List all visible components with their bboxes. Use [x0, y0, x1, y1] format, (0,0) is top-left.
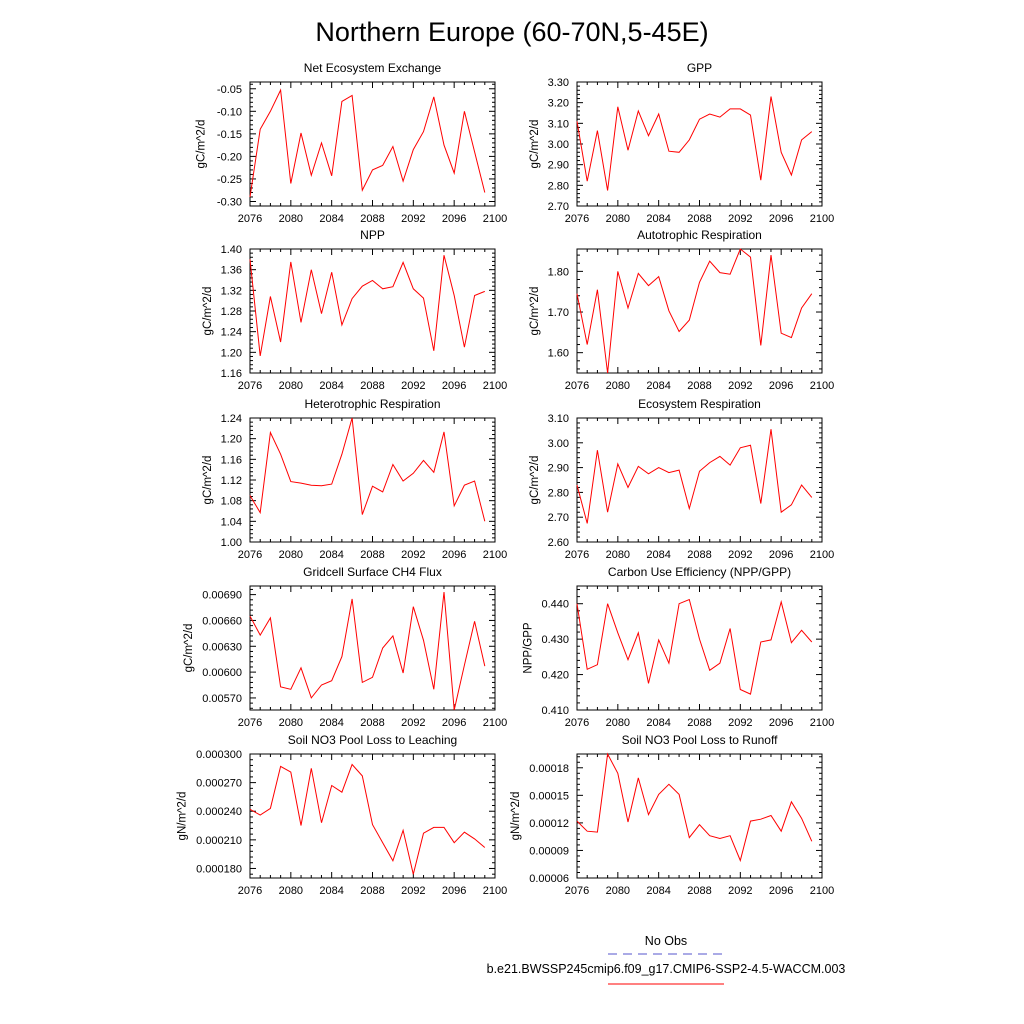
plot-frame: [250, 754, 495, 878]
x-tick-label: 2092: [728, 885, 753, 897]
chart-panel: [202, 397, 507, 561]
y-tick-label: 1.00: [220, 537, 242, 549]
x-tick-label: 2080: [278, 717, 304, 729]
x-tick-label: 2084: [319, 380, 344, 392]
chart-panel: [523, 565, 835, 729]
chart-title: NPP: [360, 228, 385, 242]
y-tick-label: 3.30: [547, 77, 569, 89]
chart-panel: [529, 397, 834, 561]
x-tick-label: 2100: [809, 885, 835, 897]
x-tick-label: 2080: [278, 380, 304, 392]
y-tick-label: 2.70: [547, 201, 569, 213]
x-tick-label: 2088: [360, 549, 385, 561]
x-tick-label: 2100: [482, 380, 508, 392]
y-tick-label: 1.16: [220, 454, 242, 467]
chart-title: Soil NO3 Pool Loss to Runoff: [621, 733, 778, 747]
x-tick-label: 2092: [401, 885, 426, 897]
x-tick-label: 2100: [482, 885, 508, 897]
y-tick-label: 3.20: [547, 97, 569, 110]
y-tick-label: 1.20: [220, 347, 242, 360]
chart-panel: [196, 61, 508, 225]
y-tick-label: 0.00660: [202, 615, 242, 628]
chart-title: Autotrophic Respiration: [637, 228, 762, 242]
y-axis-label: gC/m^2/d: [528, 286, 541, 336]
x-tick-label: 2084: [319, 717, 344, 729]
y-tick-label: 2.90: [547, 462, 569, 475]
x-tick-label: 2100: [809, 717, 835, 729]
x-tick-label: 2096: [441, 549, 467, 561]
y-tick-label: 1.28: [220, 306, 242, 318]
y-axis-label: gC/m^2/d: [201, 286, 214, 336]
y-axis-label: gC/m^2/d: [528, 119, 541, 169]
x-tick-label: 2080: [605, 213, 631, 225]
y-tick-label: 1.16: [220, 368, 242, 380]
y-axis-label: gC/m^2/d: [528, 455, 541, 505]
y-tick-label: 0.000300: [196, 749, 242, 761]
y-tick-label: 2.80: [547, 487, 569, 500]
x-tick-label: 2076: [564, 549, 590, 561]
x-tick-label: 2076: [564, 213, 590, 225]
series-line: [577, 754, 812, 861]
x-tick-label: 2092: [401, 717, 426, 729]
chart-panel: [202, 228, 507, 392]
y-tick-label: -0.10: [216, 106, 242, 119]
plot-frame: [250, 418, 495, 542]
x-tick-label: 2096: [441, 717, 467, 729]
x-tick-label: 2084: [319, 885, 344, 897]
y-tick-label: 2.70: [547, 512, 569, 525]
x-tick-label: 2100: [482, 549, 508, 561]
x-tick-label: 2084: [319, 213, 344, 225]
y-tick-label: 0.000180: [196, 863, 242, 876]
chart-title: Heterotrophic Respiration: [304, 397, 441, 411]
y-tick-label: 1.24: [220, 413, 242, 425]
y-tick-label: 1.36: [220, 264, 242, 277]
x-tick-label: 2096: [768, 380, 794, 392]
y-tick-label: 0.00009: [529, 845, 569, 858]
x-tick-label: 2096: [441, 213, 467, 225]
y-tick-label: 0.00690: [202, 589, 242, 602]
chart-title: Carbon Use Efficiency (NPP/GPP): [607, 565, 792, 579]
y-axis-label: gC/m^2/d: [201, 455, 214, 505]
series-line: [250, 418, 485, 521]
y-tick-label: 0.000210: [196, 834, 242, 847]
figure-title: Northern Europe (60-70N,5-45E): [315, 17, 709, 47]
x-tick-label: 2080: [605, 717, 631, 729]
y-tick-label: 1.32: [220, 285, 242, 298]
x-tick-label: 2080: [605, 549, 631, 561]
y-tick-label: -0.30: [216, 196, 242, 209]
y-tick-label: 0.00006: [529, 873, 569, 885]
x-tick-label: 2092: [401, 549, 426, 561]
x-tick-label: 2096: [768, 213, 794, 225]
chart-title: Ecosystem Respiration: [638, 397, 761, 411]
y-tick-label: 1.12: [220, 475, 242, 487]
x-tick-label: 2096: [768, 885, 794, 897]
x-tick-label: 2088: [360, 380, 385, 392]
x-tick-label: 2092: [728, 213, 753, 225]
chart-title: Gridcell Surface CH4 Flux: [303, 565, 442, 579]
y-axis-label: gC/m^2/d: [182, 623, 195, 673]
x-tick-label: 2076: [237, 380, 263, 392]
y-axis-label: NPP/GPP: [522, 622, 535, 674]
plot-frame: [577, 586, 822, 710]
y-tick-label: 2.80: [547, 180, 569, 193]
x-tick-label: 2084: [646, 213, 671, 225]
y-axis-label: gN/m^2/d: [176, 791, 189, 841]
y-tick-label: 1.08: [220, 495, 242, 508]
x-tick-label: 2092: [728, 717, 753, 729]
x-tick-label: 2076: [564, 885, 590, 897]
x-tick-label: 2092: [728, 380, 753, 392]
y-tick-label: 0.410: [541, 705, 569, 717]
plot-frame: [577, 418, 822, 542]
y-tick-label: -0.05: [216, 83, 242, 96]
y-tick-label: 1.04: [220, 516, 242, 529]
y-tick-label: 0.00570: [202, 692, 242, 705]
x-tick-label: 2080: [278, 549, 304, 561]
series-line: [577, 249, 812, 373]
y-tick-label: 3.00: [547, 437, 569, 450]
x-tick-label: 2076: [237, 549, 263, 561]
x-tick-label: 2076: [237, 885, 263, 897]
x-tick-label: 2088: [687, 380, 712, 392]
y-tick-label: 0.00600: [202, 667, 242, 680]
series-line: [250, 90, 485, 197]
x-tick-label: 2076: [237, 717, 263, 729]
y-axis-label: gN/m^2/d: [509, 791, 522, 841]
series-line: [577, 97, 812, 191]
x-tick-label: 2080: [278, 213, 304, 225]
x-tick-label: 2088: [687, 213, 712, 225]
chart-panel: [510, 733, 834, 897]
y-tick-label: 0.430: [541, 634, 569, 647]
x-tick-label: 2080: [605, 380, 631, 392]
plot-frame: [250, 249, 495, 373]
x-tick-label: 2100: [809, 549, 835, 561]
plot-frame: [577, 754, 822, 878]
x-tick-label: 2088: [687, 549, 712, 561]
y-tick-label: 0.440: [541, 598, 569, 611]
x-tick-label: 2096: [768, 549, 794, 561]
y-tick-label: -0.25: [216, 173, 242, 186]
chart-panel: [529, 228, 834, 392]
y-tick-label: 1.70: [547, 307, 569, 320]
y-tick-label: 1.20: [220, 433, 242, 446]
y-tick-label: 3.00: [547, 139, 569, 151]
x-tick-label: 2100: [482, 213, 508, 225]
chart-title: Net Ecosystem Exchange: [303, 61, 442, 75]
chart-panel: [183, 565, 507, 729]
x-tick-label: 2100: [809, 213, 835, 225]
y-tick-label: 2.60: [547, 537, 569, 549]
y-tick-label: 3.10: [547, 413, 569, 425]
y-tick-label: 0.420: [541, 669, 569, 682]
y-tick-label: 1.40: [220, 244, 242, 256]
y-tick-label: 1.24: [220, 326, 242, 339]
x-tick-label: 2080: [605, 885, 631, 897]
panel-grid: [177, 61, 835, 897]
y-tick-label: 0.00012: [529, 817, 569, 830]
y-tick-label: 0.00015: [529, 790, 569, 803]
x-tick-label: 2084: [646, 717, 671, 729]
x-tick-label: 2100: [809, 380, 835, 392]
x-tick-label: 2096: [441, 885, 467, 897]
y-tick-label: 0.00630: [202, 641, 242, 654]
y-tick-label: 1.60: [547, 347, 569, 360]
y-tick-label: 3.10: [547, 118, 569, 131]
x-tick-label: 2088: [360, 717, 385, 729]
series-line: [577, 600, 812, 695]
y-tick-label: 0.000240: [196, 806, 242, 819]
x-tick-label: 2076: [564, 717, 590, 729]
x-tick-label: 2100: [482, 717, 508, 729]
x-tick-label: 2084: [646, 380, 671, 392]
chart-panel: [529, 61, 834, 225]
series-line: [250, 255, 485, 356]
y-tick-label: 0.000270: [196, 777, 242, 790]
legend-entry-label: b.e21.BWSSP245cmip6.f09_g17.CMIP6-SSP2-4.5-WACCM.003: [486, 962, 846, 976]
legend: [487, 934, 846, 984]
chart-title: Soil NO3 Pool Loss to Leaching: [287, 733, 458, 747]
y-axis-label: gC/m^2/d: [195, 119, 208, 169]
legend-entry-label: No Obs: [644, 934, 688, 948]
series-line: [250, 765, 485, 875]
x-tick-label: 2088: [360, 213, 385, 225]
x-tick-label: 2092: [401, 213, 426, 225]
x-tick-label: 2092: [401, 380, 426, 392]
y-tick-label: 1.80: [547, 266, 569, 279]
x-tick-label: 2084: [319, 549, 344, 561]
x-tick-label: 2088: [687, 885, 712, 897]
x-tick-label: 2076: [237, 213, 263, 225]
chart-title: GPP: [686, 61, 713, 75]
x-tick-label: 2084: [646, 549, 671, 561]
chart-panel: [177, 733, 508, 897]
x-tick-label: 2076: [564, 380, 590, 392]
x-tick-label: 2088: [360, 885, 385, 897]
x-tick-label: 2096: [768, 717, 794, 729]
x-tick-label: 2084: [646, 885, 671, 897]
x-tick-label: 2088: [687, 717, 712, 729]
x-tick-label: 2080: [278, 885, 304, 897]
series-line: [577, 429, 812, 523]
x-tick-label: 2092: [728, 549, 753, 561]
x-tick-label: 2096: [441, 380, 467, 392]
y-tick-label: -0.20: [216, 151, 242, 164]
series-line: [250, 592, 485, 710]
y-tick-label: 0.00018: [529, 762, 569, 775]
y-tick-label: -0.15: [216, 128, 242, 141]
y-tick-label: 2.90: [547, 159, 569, 172]
